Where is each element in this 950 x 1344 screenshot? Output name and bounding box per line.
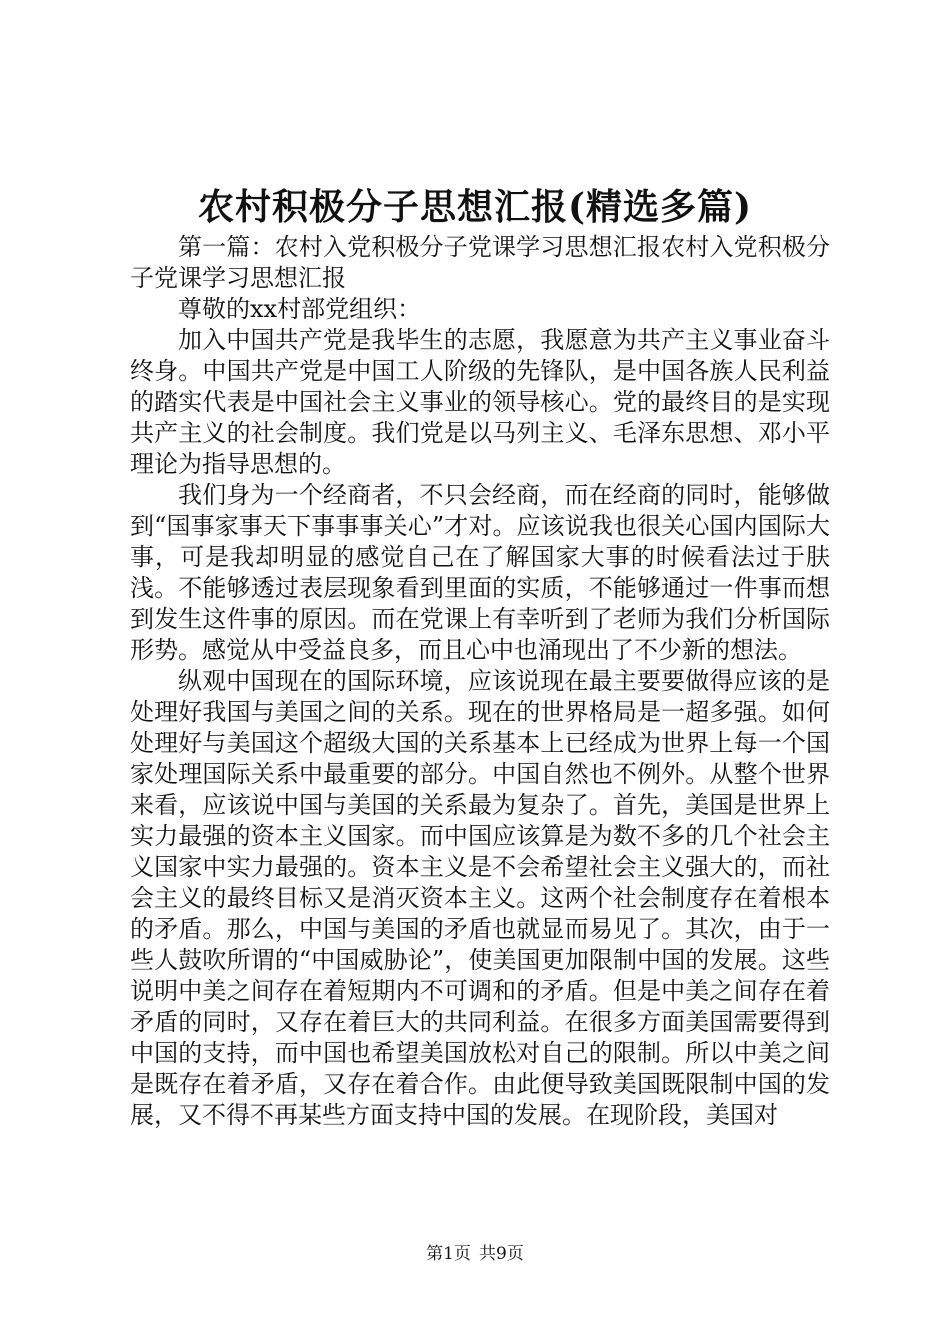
document-body [130, 232, 830, 1131]
paragraph: 我们身为一个经商者，不只会经商，而在经商的同时，能够做到“国事家事天下事事事关心”才对。应该说我也很关心国内国际大事，可是我却明显的感觉自己在了解国家大事的时候看法过于肤浅。不能够透过表层现象看到里面的实质，不能够通过一件事而想到发生这件事的原因。而在党课上有幸听到了老师为我们分析国际形势。感觉从中受益良多，而且心中也涌现出了不少新的想法。 [130, 481, 830, 664]
paragraph-salutation: 尊敬的xx村部党组织： [178, 295, 422, 323]
page-total: 共9页 [479, 1244, 524, 1264]
document-title: 农村积极分子思想汇报(精选多篇) [197, 186, 753, 228]
page-number: 第1页 [426, 1244, 471, 1264]
paragraph-heading: 第一篇：农村入党积极分子党课学习思想汇报农村入党积极分子党课学习思想汇报 [130, 233, 830, 292]
page-footer [0, 1243, 950, 1265]
paragraph: 纵观中国现在的国际环境，应该说现在最主要要做得应该的是处理好我国与美国之间的关系。现在的世界格局是一超多强。如何处理好与美国这个超级大国的关系基本上已经成为世界上每一个国家处理国际关系中最重要的部分。中国自然也不例外。从整个世界来看，应该说中国与美国的关系最为复杂了。首先，美国是世界上实力最强的资本主义国家。而中国应该算是为数不多的几个社会主义国家中实力最强的。资本主义是不会希望社会主义强大的，而社会主义的最终目标又是消灭资本主义。这两个社会制度存在着根本的矛盾。那么，中国与美国的矛盾也就显而易见了。其次，由于一些人鼓吹所谓的“中国威胁论”，使美国更加限制中国的发展。这些说明中美之间存在着短期内不可调和的矛盾。但是中美之间存在着矛盾的同时，又存在着巨大的共同利益。在很多方面美国需要得到中国的支持，而中国也希望美国放松对自己的限制。所以中美之间是既存在着矛盾，又存在着合作。由此便导致美国既限制中国的发展，又不得不再某些方面支持中国的发展。在现阶段，美国对 [130, 667, 830, 1129]
paragraph: 加入中国共产党是我毕生的志愿，我愿意为共产主义事业奋斗终身。中国共产党是中国工人阶级的先锋队，是中国各族人民利益的踏实代表是中国社会主义事业的领导核心。党的最终目的是实现共产主义的社会制度。我们党是以马列主义、毛泽东思想、邓小平理论为指导思想的。 [130, 326, 830, 478]
